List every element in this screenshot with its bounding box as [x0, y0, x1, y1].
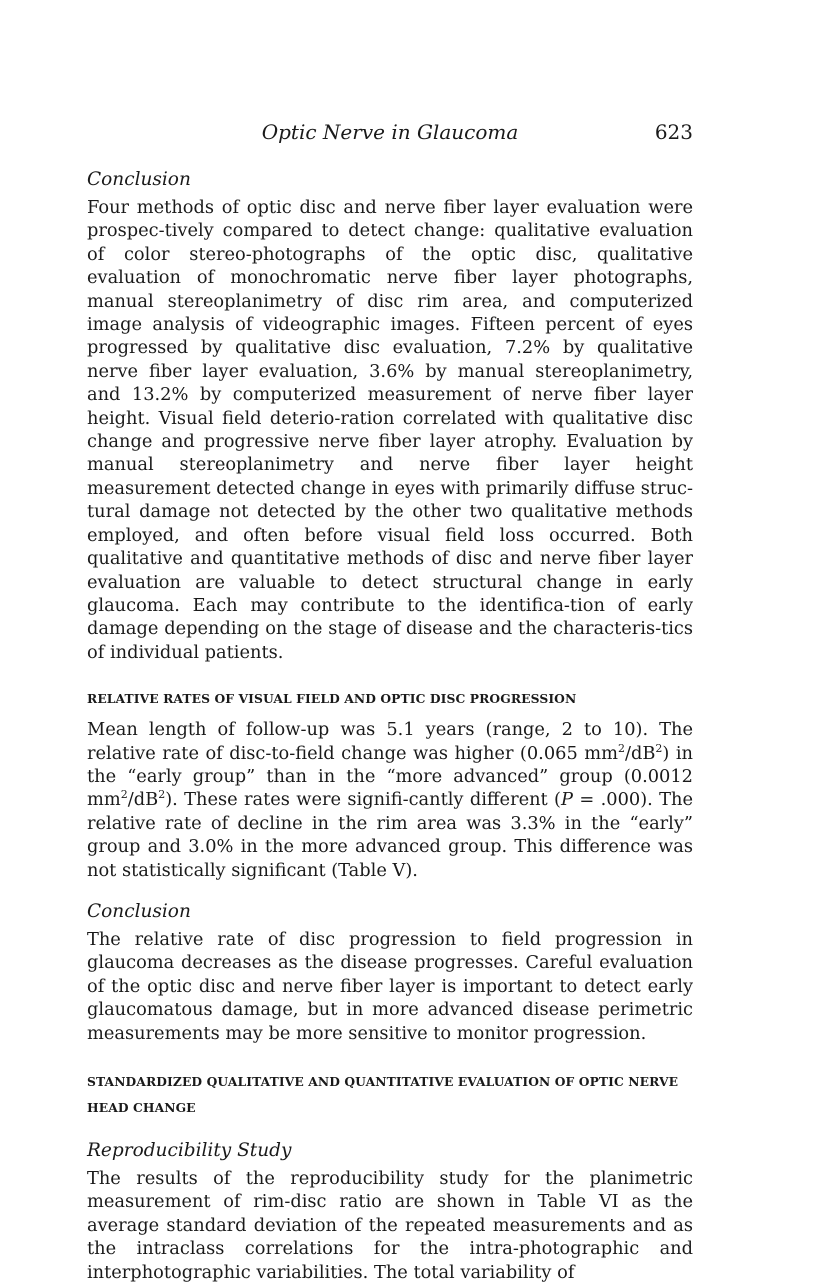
text-run: ). These rates were signifi-cantly different ( — [165, 789, 561, 811]
text-run: /dB — [624, 742, 656, 764]
page-number: 623 — [654, 120, 693, 144]
text-run: ) in the “early group” than in the “more advanced” group (0.0012 mm — [87, 742, 693, 811]
section-heading-standardized-evaluation: STANDARDIZED QUALITATIVE AND QUANTITATIVE EVALUATION OF OPTIC NERVE HEAD CHANGE — [87, 1074, 679, 1115]
reproducibility-subhead: Reproducibility Study — [87, 1140, 292, 1161]
conclusion-paragraph-1: Four methods of optic disc and nerve fiber layer evaluation were prospec-tively compared to detect change: qualitative evaluation of color stereo-photographs of the optic disc, qualitative evaluation of monochromatic nerve fiber layer photographs, manual stereoplanimetry of disc rim area, and computerized image analysis of videographic images. Fifteen percent of eyes progressed by qualitative disc evaluation, 7.2% by qualitative nerve fiber layer evaluation, 3.6% by manual stereoplanimetry, and 13.2% by computerized measurement of nerve fiber layer height. Visual field deterio-ration correlated with qualitative disc change and progressive nerve fiber layer atrophy. Evaluation by manual stereoplanimetry and nerve fiber layer height measurement detected change in eyes with primarily diffuse struc-tural damage not detected by the other two qualitative methods employed, and often before visual field loss occurred. Both qualitative and quantitative methods of disc and nerve fiber layer evaluation are valuable to detect structural change in early glaucoma. Each may contribute to the identifica-tion of early damage depending on the stage of disease and the characteris-tics of individual patients. — [87, 197, 693, 663]
running-head — [87, 112, 693, 148]
superscript: 2 — [158, 788, 166, 802]
text-run: = .000). The relative rate of decline in the rim area was 3.3% in the “early” group and 3.0% in the more advanced group. This difference was not statistically significant (Table V). — [87, 789, 693, 881]
text-run: /dB — [127, 789, 159, 811]
reproducibility-paragraph: The results of the reproducibility study for the planimetric measurement of rim-disc ratio are shown in Table VI as the average standard deviation of the repeated measurements and as the intraclass correlations for the intra-photographic and interphotographic variabilities. The total variability of — [87, 1168, 693, 1283]
conclusion-subhead-1: Conclusion — [87, 169, 191, 190]
conclusion-subhead-2: Conclusion — [87, 900, 191, 922]
text-run: Mean length of follow-up was 5.1 years (range, 2 to 10). The relative rate of disc-to-field change was higher (0.065 mm — [87, 719, 693, 764]
italic-p-value: P — [561, 789, 573, 811]
superscript: 2 — [655, 741, 663, 755]
superscript: 2 — [120, 788, 128, 802]
section-heading-relative-rates: RELATIVE RATES OF VISUAL FIELD AND OPTIC DISC PROGRESSION — [87, 691, 577, 707]
running-title: Optic Nerve in Glaucoma — [261, 120, 519, 144]
conclusion-paragraph-2: The relative rate of disc progression to field progression in glaucoma decreases as the disease progresses. Careful evaluation of the optic disc and nerve fiber layer is important to detect early glaucomatous damage, but in more advanced disease perimetric measurements may be more sensitive to monitor progression. — [87, 928, 693, 1044]
document-page — [87, 112, 693, 1284]
relative-rates-paragraph — [87, 718, 693, 882]
superscript: 2 — [617, 741, 625, 755]
